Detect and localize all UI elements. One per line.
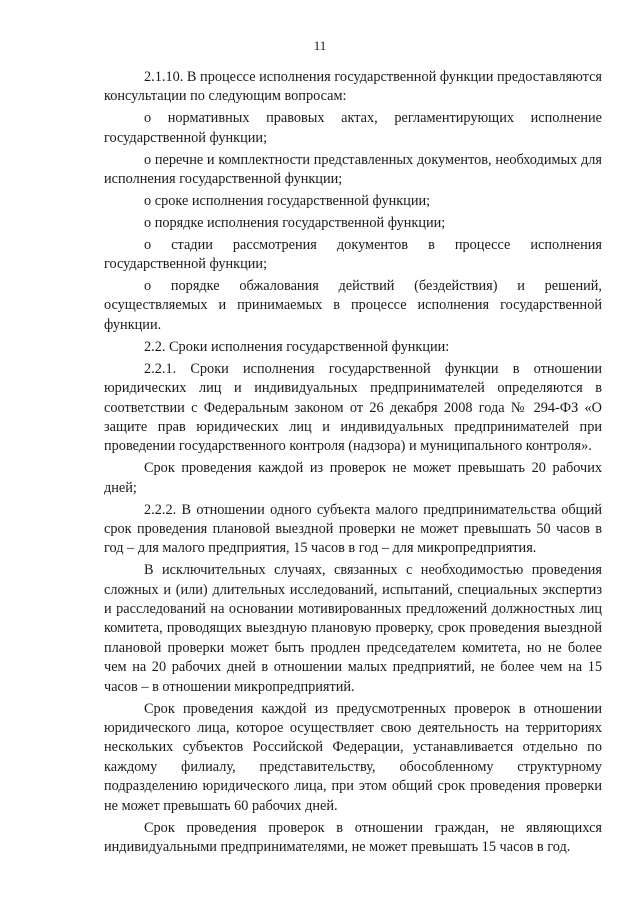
- paragraph-citizens: Срок проведения проверок в отношении граждан, не являющихся индивидуальными предпринимателями, не может превышать 15 часов в год.: [104, 819, 602, 855]
- section-2-2-heading: 2.2. Сроки исполнения государственной функции:: [144, 338, 450, 355]
- paragraph-exceptional-cases: В исключительных случаях, связанных с необходимостью проведения сложных и (или) длительных исследований, испытаний, специальных экспертиз и расследований на основании мотивированных предложений должностных лиц комитета, проводящих выездную плановую проверку, срок проведения выездной плановой проверки может быть продлен председателем комитета, но не более чем на 20 рабочих дней в отношении малых предприятий, не более чем на 15 часов – в отношении микропредприятий.: [104, 562, 602, 695]
- list-item-procedure: о порядке исполнения государственной функции;: [144, 214, 446, 231]
- paragraph-inspection-term: Срок проведения каждой из проверок не может превышать 20 рабочих дней;: [104, 460, 602, 496]
- page-number: 11: [313, 38, 327, 53]
- list-item-normative-acts: о нормативных правовых актах, регламентирующих исполнение государственной функции;: [104, 110, 602, 146]
- paragraph-2-1-10: 2.1.10. В процессе исполнения государственной функции предоставляются консультации по следующим вопросам:: [104, 69, 602, 105]
- document-body: [104, 68, 602, 860]
- list-item-review-stage: о стадии рассмотрения документов в процессе исполнения государственной функции;: [104, 236, 602, 273]
- paragraph-multi-region: Срок проведения каждой из предусмотренных проверок в отношении юридического лица, которое осуществляет свою деятельность на территориях нескольких субъектов Российской Федерации, устанавливается отдельно по каждому филиалу, представительству, обособленному структурному подразделению юридического лица, при этом общий срок проведения проверки не может превышать 60 рабочих дней.: [104, 700, 602, 814]
- paragraph-2-2-2: 2.2.2. В отношении одного субъекта малого предпринимательства общий срок проведения плановой выездной проверки не может превышать 50 часов в год – для малого предприятия, 15 часов в год – для микропредприятия.: [104, 501, 602, 557]
- list-item-appeal: о порядке обжалования действий (бездействия) и решений, осуществляемых и принимаемых в процессе исполнения государственной функции.: [104, 278, 602, 333]
- list-item-term: о сроке исполнения государственной функции;: [144, 192, 431, 209]
- list-item-documents: о перечне и комплектности представленных документов, необходимых для исполнения государственной функции;: [104, 151, 602, 188]
- paragraph-2-2-1: 2.2.1. Сроки исполнения государственной функции в отношении юридических лиц и индивидуальных предпринимателей определяются в соответствии с Федеральным законом от 26 декабря 2008 года № 294-ФЗ «О защите прав юридических лиц и индивидуальных предпринимателей при проведении государственного контроля (надзора) и муниципального контроля».: [104, 360, 602, 455]
